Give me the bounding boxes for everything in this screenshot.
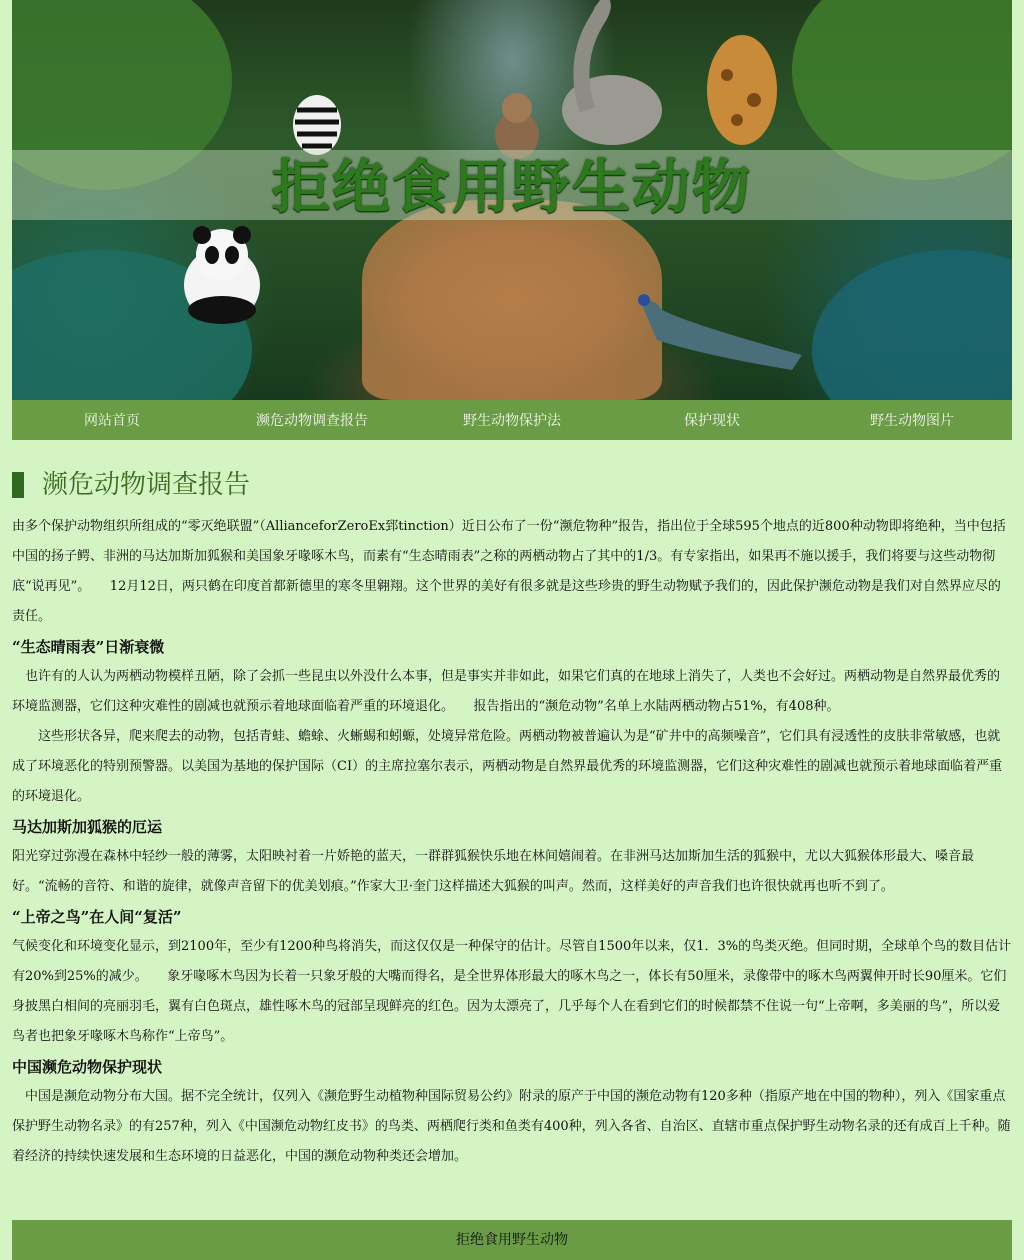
heading-bar-icon (12, 472, 24, 498)
paragraph-bird: 气候变化和环境变化显示，到2100年，至少有1200种鸟将消失，而这仅仅是一种保守的估计。尽管自1500年以来，仅1．3%的鸟类灭绝。但同时期，全球单个鸟的数目估计有20%到25%的减少。 象牙喙啄木鸟因为长着一只象牙般的大嘴而得名，是全世界体形最大的啄木鸟之一，体长有50厘米，录像带中的啄木鸟两翼伸开时长90厘米。它们身披黑白相间的亮丽羽毛，翼有白色斑点，雄性啄木鸟的冠部呈现鲜亮的红色。因为太漂亮了，几乎每个人在看到它们的时候都禁不住说一句“上帝啊，多美丽的鸟”，所以爱鸟者也把象牙喙啄木鸟称作“上帝鸟”。 (12, 939, 1012, 1044)
paragraph-amphibians: 也许有的人认为两栖动物模样丑陋，除了会抓一些昆虫以外没什么本事，但是事实并非如此，如果它们真的在地球上消失了，人类也不会好过。两栖动物是自然界最优秀的环境监测器，它们这种灾难性的剧减也就预示着地球面临着严重的环境退化。 报告指出的“濒危动物”名单上水陆两栖动物占51%，有408种。 (12, 669, 1001, 714)
paragraph-amphibians-2: 这些形状各异，爬来爬去的动物，包括青蛙、蟾蜍、火蜥蜴和蚓螈，处境异常危险。两栖动物被普遍认为是“矿井中的高频噪音”，它们具有浸透性的皮肤非常敏感，也就成了环境恶化的特别预警器。以美国为基地的保护国际（CI）的主席拉塞尔表示，两栖动物是自然界最优秀的环境监测器，它们这种灾难性的剧减也就预示着地球面临着严重的环境退化。 (12, 729, 1003, 804)
main-content (12, 468, 1012, 1172)
panda-icon (177, 225, 267, 325)
nav-item-law[interactable]: 野生动物保护法 (463, 412, 561, 428)
subheading-lemur: 马达加斯加狐猴的厄运 (12, 818, 163, 836)
peacock-icon (632, 285, 812, 375)
section-heading-text: 濒危动物调查报告 (42, 470, 251, 500)
nav-item-home[interactable]: 网站首页 (84, 412, 140, 428)
subheading-bird: “上帝之鸟”在人间“复活” (12, 908, 182, 926)
nav-item-report[interactable]: 濒危动物调查报告 (256, 412, 368, 428)
footer-bar (12, 1220, 1012, 1260)
subheading-weather: “生态晴雨表”日渐衰微 (12, 638, 165, 656)
paragraph-intro: 由多个保护动物组织所组成的“零灭绝联盟”（AllianceforZeroEx郅tinction）近日公布了一份“濒危物种”报告，指出位于全球595个地点的近800种动物即将绝种，当中包括中国的扬子鳄、非洲的马达加斯加狐猴和美国象牙喙啄木鸟，而素有“生态晴雨表”之称的两栖动物占了其中的1/3。有专家指出，如果再不施以援手，我们将要与这些动物彻底“说再见”。 12月12日，两只鹤在印度首都新德里的寒冬里翱翔。这个世界的美好有很多就是这些珍贵的野生动物赋予我们的，因此保护濒危动物是我们对自然界应尽的责任。 (12, 519, 1006, 624)
giraffe-icon (692, 20, 792, 150)
footer-text: 拒绝食用野生动物 (456, 1232, 568, 1248)
main-nav (12, 400, 1012, 440)
rock (362, 200, 662, 400)
nav-item-pictures[interactable]: 野生动物图片 (870, 412, 954, 428)
banner-title: 拒绝食用野生动物 (271, 153, 752, 221)
foliage-bottom-right (812, 250, 1012, 400)
nav-item-status[interactable]: 保护现状 (684, 412, 740, 428)
paragraph-lemur: 阳光穿过弥漫在森林中轻纱一般的薄雾，太阳映衬着一片娇艳的蓝天，一群群狐猴快乐地在林间嬉闹着。在非洲马达加斯加生活的狐猴中，尤以大狐猴体形最大、嗓音最好。“流畅的音符、和谐的旋律，就像声音留下的优美划痕。”作家大卫·奎门这样描述大狐猴的叫声。然而，这样美好的声音我们也许很快就再也听不到了。 (12, 849, 975, 894)
subheading-china: 中国濒危动物保护现状 (12, 1058, 163, 1076)
banner-image (12, 0, 1012, 400)
paragraph-china: 中国是濒危动物分布大国。据不完全统计，仅列入《濒危野生动植物种国际贸易公约》附录的原产于中国的濒危动物有120多种（指原产地在中国的物种），列入《国家重点保护野生动物名录》的有257种，列入《中国濒危动物红皮书》的鸟类、两栖爬行类和鱼类有400种，列入各省、自治区、直辖市重点保护野生动物名录的还有成百上千种。随着经济的持续快速发展和生态环境的日益恶化，中国的濒危动物种类还会增加。 (12, 1089, 1011, 1164)
elephant-icon (542, 0, 672, 150)
section-heading (12, 468, 1012, 502)
